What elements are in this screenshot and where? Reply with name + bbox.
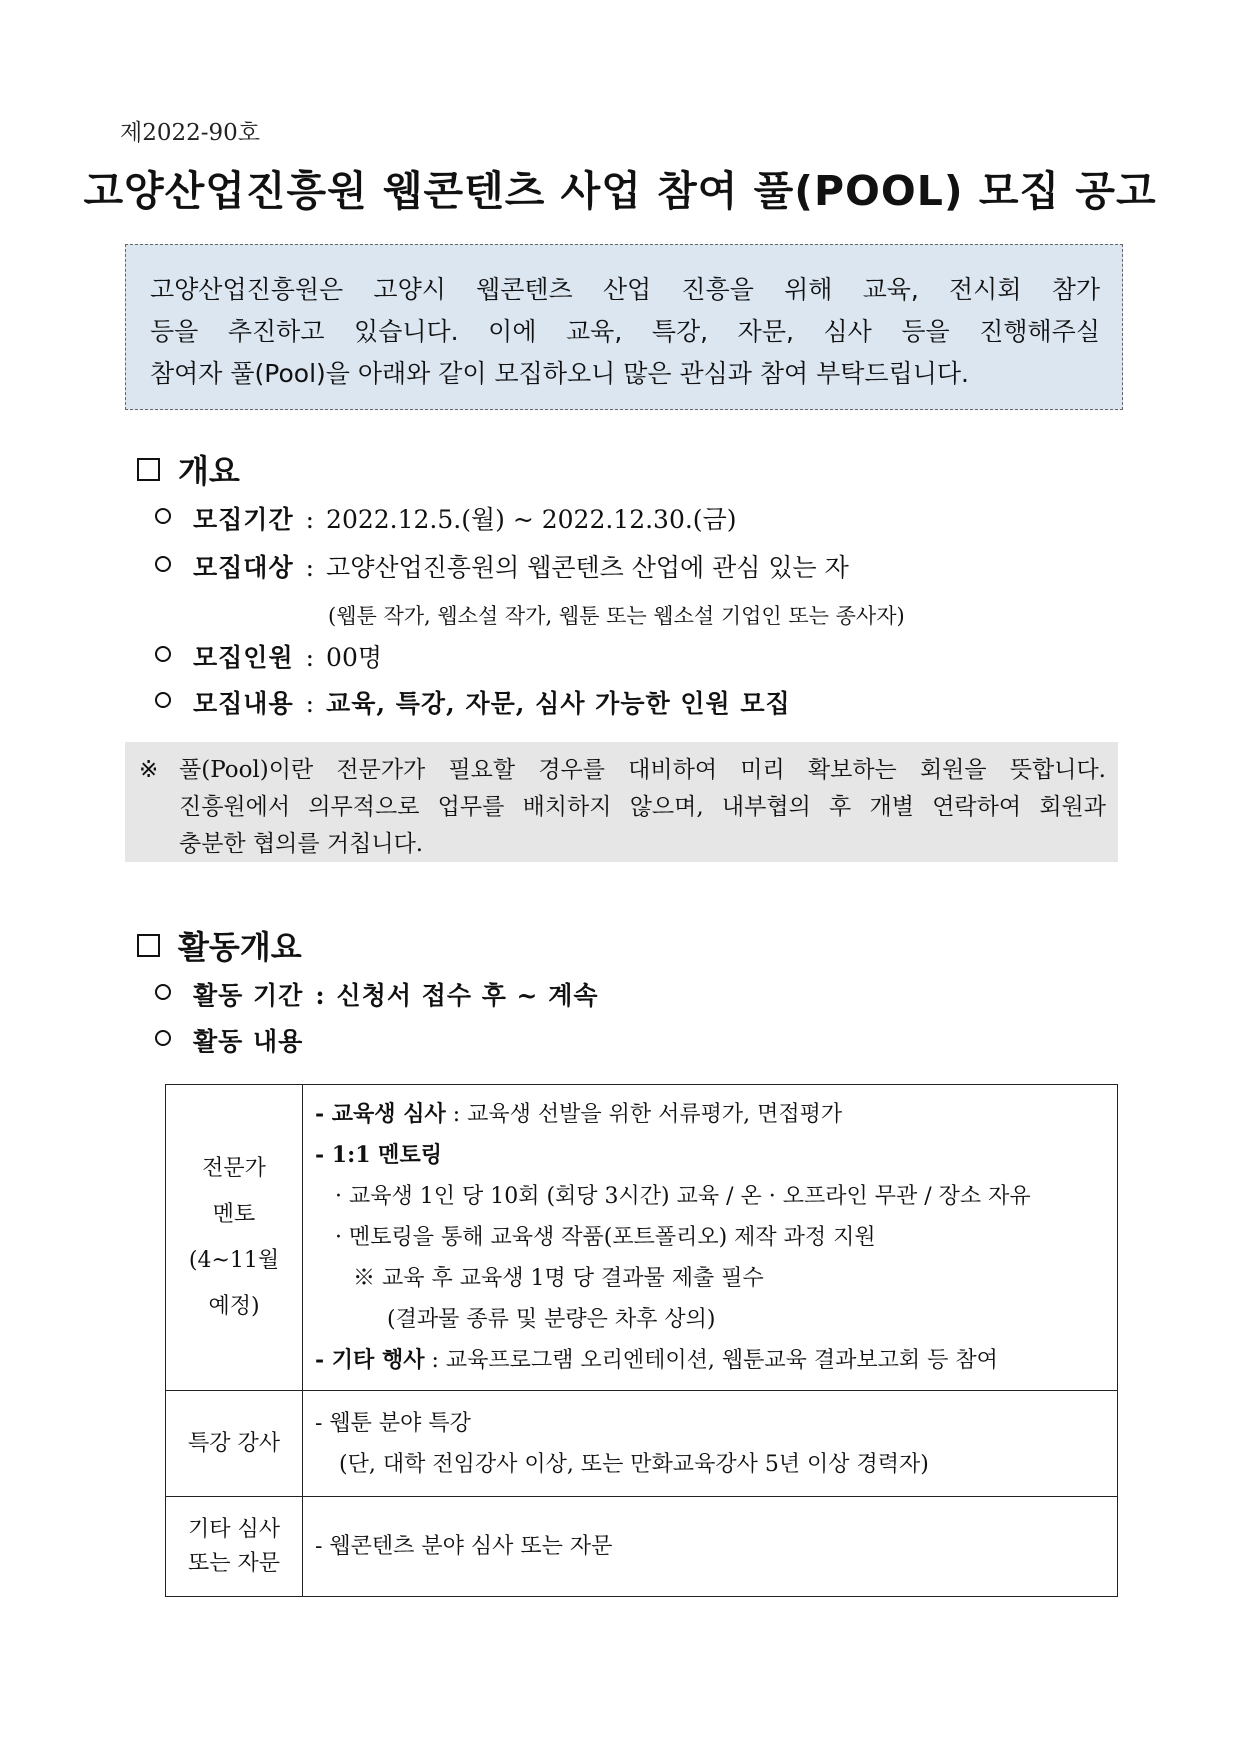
detail-line: (결과물 종류 및 분량은 차후 상의) xyxy=(387,1307,716,1332)
detail-heading: - 교육생 심사 xyxy=(315,1101,446,1127)
circle-bullet-icon xyxy=(155,646,171,662)
circle-bullet-icon xyxy=(155,692,171,708)
item-value: 2022.12.5.(월) ~ 2022.12.30.(금) xyxy=(326,505,737,534)
detail-line: - 웹콘텐츠 분야 심사 또는 자문 xyxy=(315,1534,613,1559)
category-line: 특강 강사 xyxy=(187,1430,280,1456)
overview-item-period: 모집기간 : 2022.12.5.(월) ~ 2022.12.30.(금) xyxy=(155,500,736,536)
overview-item-content: 모집내용 : 교육, 특강, 자문, 심사 가능한 인원 모집 xyxy=(155,684,791,720)
item-value: 고양산업진흥원의 웹콘텐츠 산업에 관심 있는 자 xyxy=(326,553,849,582)
detail-heading: - 기타 행사 xyxy=(315,1347,425,1373)
overview-item-headcount: 모집인원 : 00명 xyxy=(155,638,382,674)
item-value: 교육, 특강, 자문, 심사 가능한 인원 모집 xyxy=(326,689,791,718)
detail-line: · 교육생 1인 당 10회 (회당 3시간) 교육 / 온 · 오프라인 무관 / 장소 자유 xyxy=(335,1184,1031,1209)
notice-line: 풀(Pool)이란 전문가가 필요할 경우를 대비하여 미리 확보하는 회원을 뜻합니다. xyxy=(179,757,1106,783)
item-label: 활동 기간 xyxy=(193,981,304,1010)
item-label: 모집내용 xyxy=(193,689,294,718)
category-line: 멘토 xyxy=(212,1201,256,1227)
detail-cell xyxy=(303,1497,1118,1597)
category-line: 예정) xyxy=(208,1293,260,1319)
detail-line: (단, 대학 전임강사 이상, 또는 만화교육강사 5년 이상 경력자) xyxy=(339,1451,929,1477)
item-value: 00명 xyxy=(326,643,383,672)
detail-line xyxy=(315,1135,1107,1176)
intro-box xyxy=(125,244,1123,410)
category-line: (4~11월 xyxy=(188,1247,280,1273)
category-cell xyxy=(166,1085,303,1391)
table-row xyxy=(166,1085,1118,1391)
detail-cell xyxy=(303,1391,1118,1497)
section-heading-overview xyxy=(137,446,240,492)
detail-heading: - 1:1 멘토링 xyxy=(315,1142,442,1168)
notice-line: 충분한 협의를 거칩니다. xyxy=(179,831,424,857)
detail-text: : 교육생 선발을 위한 서류평가, 면접평가 xyxy=(445,1102,843,1127)
detail-line xyxy=(315,1340,1107,1381)
category-cell xyxy=(166,1497,303,1597)
intro-line: 고양산업진흥원은 고양시 웹콘텐츠 산업 진흥을 위해 교육, 전시회 참가 xyxy=(150,275,1100,304)
item-label: 모집대상 xyxy=(193,553,294,582)
target-sub-note: (웹툰 작가, 웹소설 작가, 웹툰 또는 웹소설 기업인 또는 종사자) xyxy=(328,604,905,628)
overview-item-target: 모집대상 : 고양산업진흥원의 웹콘텐츠 산업에 관심 있는 자 xyxy=(155,548,849,584)
detail-line: · 멘토링을 통해 교육생 작품(포트폴리오) 제작 과정 지원 xyxy=(335,1225,876,1250)
table-row xyxy=(166,1391,1118,1497)
circle-bullet-icon xyxy=(155,1030,171,1046)
page-title: 고양산업진흥원 웹콘텐츠 사업 참여 풀(POOL) 모집 공고 xyxy=(83,167,1157,215)
notice-line: 진흥원에서 의무적으로 업무를 배치하지 않으며, 내부협의 후 개별 연락하여 회원과 xyxy=(179,794,1106,820)
circle-bullet-icon xyxy=(155,556,171,572)
section-heading-label: 활동개요 xyxy=(178,928,302,966)
activities-table xyxy=(165,1084,1118,1597)
detail-line xyxy=(315,1094,1107,1135)
checkbox-icon xyxy=(137,458,160,481)
item-label: 활동 내용 xyxy=(193,1027,304,1056)
detail-line: - 웹툰 분야 특강 xyxy=(315,1410,471,1436)
category-cell xyxy=(166,1391,303,1497)
detail-line: ※ 교육 후 교육생 1명 당 결과물 제출 필수 xyxy=(353,1266,764,1291)
intro-line: 등을 추진하고 있습니다. 이에 교육, 특강, 자문, 심사 등을 진행해주실 xyxy=(150,317,1100,346)
category-line: 전문가 xyxy=(202,1155,266,1181)
category-line: 또는 자문 xyxy=(187,1550,280,1576)
item-label: 모집기간 xyxy=(193,505,294,534)
item-label: 모집인원 xyxy=(193,643,294,672)
table-row xyxy=(166,1497,1118,1597)
activity-content xyxy=(155,1022,303,1058)
notice-box xyxy=(125,742,1118,862)
item-value: 신청서 접수 후 ~ 계속 xyxy=(336,981,599,1010)
section-heading-activity xyxy=(137,922,302,968)
category-line: 기타 심사 xyxy=(187,1516,280,1542)
intro-line: 참여자 풀(Pool)을 아래와 같이 모집하오니 많은 관심과 참여 부탁드립니다. xyxy=(150,359,969,388)
circle-bullet-icon xyxy=(155,984,171,1000)
section-heading-label: 개요 xyxy=(178,452,240,490)
activity-period: 활동 기간 : 신청서 접수 후 ~ 계속 xyxy=(155,976,599,1012)
detail-cell xyxy=(303,1085,1118,1391)
checkbox-icon xyxy=(137,934,160,957)
detail-text: : 교육프로그램 오리엔테이션, 웹툰교육 결과보고회 등 참여 xyxy=(424,1348,998,1373)
circle-bullet-icon xyxy=(155,508,171,524)
reference-mark-icon: ※ xyxy=(139,757,159,783)
document-number: 제2022-90호 xyxy=(120,120,261,146)
